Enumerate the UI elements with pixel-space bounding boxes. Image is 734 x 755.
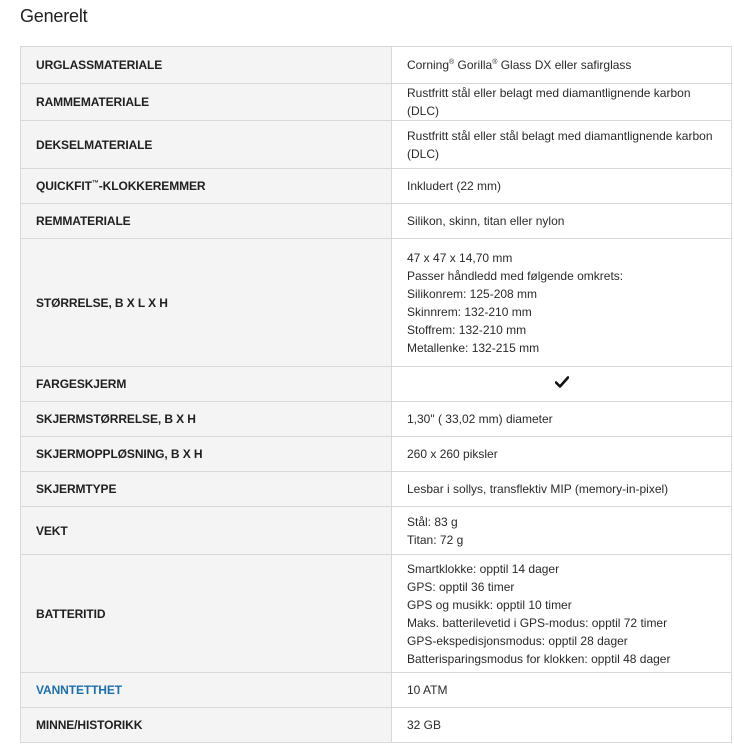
spec-value: 260 x 260 piksler xyxy=(392,437,732,472)
spec-row-bezel xyxy=(21,84,732,121)
spec-label: DEKSELMATERIALE xyxy=(21,121,392,169)
spec-label: RAMMEMATERIALE xyxy=(21,84,392,121)
specs-table xyxy=(20,46,732,743)
spec-value: 1,30" ( 33,02 mm) diameter xyxy=(392,402,732,437)
spec-label: SKJERMSTØRRELSE, B X H xyxy=(21,402,392,437)
spec-value: Rustfritt stål eller belagt med diamantlignende karbon (DLC) xyxy=(392,84,732,121)
spec-label: BATTERITID xyxy=(21,555,392,673)
spec-value: 32 GB xyxy=(392,708,732,743)
spec-row-color-display xyxy=(21,367,732,402)
spec-label: SKJERMOPPLØSNING, B X H xyxy=(21,437,392,472)
spec-row-water xyxy=(21,673,732,708)
spec-value: Corning® Gorilla® Glass DX eller safirglass xyxy=(392,47,732,84)
spec-label: QUICKFIT™-KLOKKEREMMER xyxy=(21,169,392,204)
spec-row-battery xyxy=(21,555,732,673)
spec-row-band xyxy=(21,204,732,239)
spec-value: Smartklokke: opptil 14 dager GPS: opptil 36 timer GPS og musikk: opptil 10 timer Maks. batterilevetid i GPS-modus: opptil 72 timer GPS-ekspedisjonsmodus: opptil 28 dager Batterisparingsmodus for klokken: opptil 48 dager xyxy=(392,555,732,673)
spec-label: STØRRELSE, B X L X H xyxy=(21,239,392,367)
spec-value: Silikon, skinn, titan eller nylon xyxy=(392,204,732,239)
spec-label: FARGESKJERM xyxy=(21,367,392,402)
spec-value: Stål: 83 g Titan: 72 g xyxy=(392,507,732,555)
spec-label: MINNE/HISTORIKK xyxy=(21,708,392,743)
spec-value: 47 x 47 x 14,70 mm Passer håndledd med følgende omkrets: Silikonrem: 125-208 mm Skinnrem: 132-210 mm Stoffrem: 132-210 mm Metallenke: 132-215 mm xyxy=(392,239,732,367)
spec-label: URGLASSMATERIALE xyxy=(21,47,392,84)
spec-row-glass xyxy=(21,47,732,84)
spec-row-resolution xyxy=(21,437,732,472)
spec-row-display-type xyxy=(21,472,732,507)
spec-label: SKJERMTYPE xyxy=(21,472,392,507)
spec-row-quickfit xyxy=(21,169,732,204)
water-rating-link[interactable]: VANNTETTHET xyxy=(21,673,392,708)
section-title: Generelt xyxy=(20,6,88,26)
spec-row-size xyxy=(21,239,732,367)
spec-value: Lesbar i sollys, transflektiv MIP (memory-in-pixel) xyxy=(392,472,732,507)
spec-value xyxy=(392,367,732,402)
spec-value: Inkludert (22 mm) xyxy=(392,169,732,204)
spec-value: 10 ATM xyxy=(392,673,732,708)
checkmark-icon xyxy=(555,375,569,387)
spec-row-weight xyxy=(21,507,732,555)
spec-label: VEKT xyxy=(21,507,392,555)
spec-row-display-size xyxy=(21,402,732,437)
spec-value: Rustfritt stål eller stål belagt med diamantlignende karbon (DLC) xyxy=(392,121,732,169)
spec-row-case xyxy=(21,121,732,169)
spec-label: REMMATERIALE xyxy=(21,204,392,239)
spec-row-memory xyxy=(21,708,732,743)
